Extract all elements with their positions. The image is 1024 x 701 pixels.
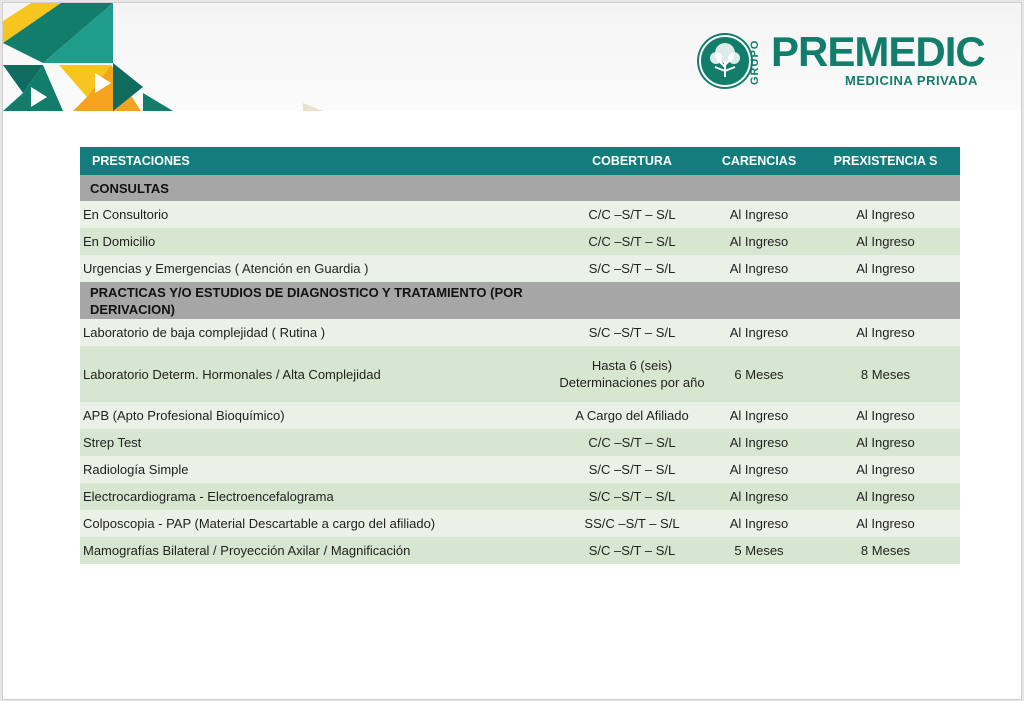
cell-carencia: Al Ingreso — [707, 319, 811, 346]
cell-carencia: Al Ingreso — [707, 201, 811, 228]
column-header-prestaciones: PRESTACIONES — [80, 147, 557, 175]
decorative-triangles — [3, 3, 333, 111]
cell-prestacion: En Domicilio — [80, 228, 557, 255]
cell-cobertura: C/C –S/T – S/L — [557, 228, 707, 255]
cell-cobertura: Hasta 6 (seis) Determinaciones por año — [557, 346, 707, 402]
table-row — [80, 510, 960, 537]
cell-preexistencia: Al Ingreso — [811, 510, 960, 537]
cell-prestacion: Electrocardiograma - Electroencefalograma — [80, 483, 557, 510]
logo-grupo-text: GRUPO — [749, 39, 761, 85]
column-header-preexistencias: PREXISTENCIA S — [811, 147, 960, 175]
cell-carencia: Al Ingreso — [707, 483, 811, 510]
cell-preexistencia: Al Ingreso — [811, 255, 960, 282]
cell-prestacion: APB (Apto Profesional Bioquímico) — [80, 402, 557, 429]
cell-prestacion: En Consultorio — [80, 201, 557, 228]
table-row — [80, 483, 960, 510]
cell-preexistencia: Al Ingreso — [811, 456, 960, 483]
cell-cobertura: S/C –S/T – S/L — [557, 319, 707, 346]
table-header-row — [80, 147, 960, 175]
cell-preexistencia: 8 Meses — [811, 346, 960, 402]
table-row — [80, 228, 960, 255]
table-row — [80, 402, 960, 429]
slide — [2, 2, 1022, 700]
cell-prestacion: Mamografías Bilateral / Proyección Axilar / Magnificación — [80, 537, 557, 564]
table-row — [80, 201, 960, 228]
cell-preexistencia: Al Ingreso — [811, 201, 960, 228]
section-title — [80, 282, 960, 319]
table-row — [80, 319, 960, 346]
column-header-carencias: CARENCIAS — [707, 147, 811, 175]
tree-icon — [697, 33, 753, 89]
coverage-table — [80, 147, 960, 564]
cell-carencia: 5 Meses — [707, 537, 811, 564]
cell-prestacion: Strep Test — [80, 429, 557, 456]
cell-preexistencia: Al Ingreso — [811, 483, 960, 510]
section-title: CONSULTAS — [80, 175, 960, 201]
cell-preexistencia: 8 Meses — [811, 537, 960, 564]
cell-carencia: 6 Meses — [707, 346, 811, 402]
table-row — [80, 429, 960, 456]
section-row-consultas — [80, 175, 960, 201]
cell-cobertura: S/C –S/T – S/L — [557, 483, 707, 510]
table-row — [80, 456, 960, 483]
cell-preexistencia: Al Ingreso — [811, 319, 960, 346]
cell-carencia: Al Ingreso — [707, 228, 811, 255]
cell-cobertura: C/C –S/T – S/L — [557, 201, 707, 228]
cell-prestacion: Radiología Simple — [80, 456, 557, 483]
cell-carencia: Al Ingreso — [707, 402, 811, 429]
cell-preexistencia: Al Ingreso — [811, 402, 960, 429]
cell-preexistencia: Al Ingreso — [811, 228, 960, 255]
logo-brand-name: PREMEDIC — [771, 28, 985, 75]
table-row — [80, 346, 960, 402]
cell-cobertura: S/C –S/T – S/L — [557, 456, 707, 483]
cell-prestacion: Laboratorio de baja complejidad ( Rutina ) — [80, 319, 557, 346]
cell-preexistencia: Al Ingreso — [811, 429, 960, 456]
cell-prestacion: Urgencias y Emergencias ( Atención en Guardia ) — [80, 255, 557, 282]
column-header-cobertura: COBERTURA — [557, 147, 707, 175]
table-row — [80, 537, 960, 564]
cell-carencia: Al Ingreso — [707, 510, 811, 537]
logo-tagline: MEDICINA PRIVADA — [845, 73, 978, 88]
cell-cobertura: SS/C –S/T – S/L — [557, 510, 707, 537]
cell-cobertura: C/C –S/T – S/L — [557, 429, 707, 456]
cell-cobertura: S/C –S/T – S/L — [557, 537, 707, 564]
section-row-practicas — [80, 282, 960, 319]
section-title-text: PRACTICAS Y/O ESTUDIOS DE DIAGNOSTICO Y TRATAMIENTO (POR DERIVACION) — [90, 284, 523, 317]
cell-prestacion: Laboratorio Determ. Hormonales / Alta Complejidad — [80, 346, 557, 402]
cell-carencia: Al Ingreso — [707, 255, 811, 282]
table-row — [80, 255, 960, 282]
cell-cobertura: S/C –S/T – S/L — [557, 255, 707, 282]
cell-carencia: Al Ingreso — [707, 429, 811, 456]
premedic-logo — [697, 29, 997, 93]
cell-prestacion: Colposcopia - PAP (Material Descartable a cargo del afiliado) — [80, 510, 557, 537]
cell-cobertura: A Cargo del Afiliado — [557, 402, 707, 429]
cell-carencia: Al Ingreso — [707, 456, 811, 483]
